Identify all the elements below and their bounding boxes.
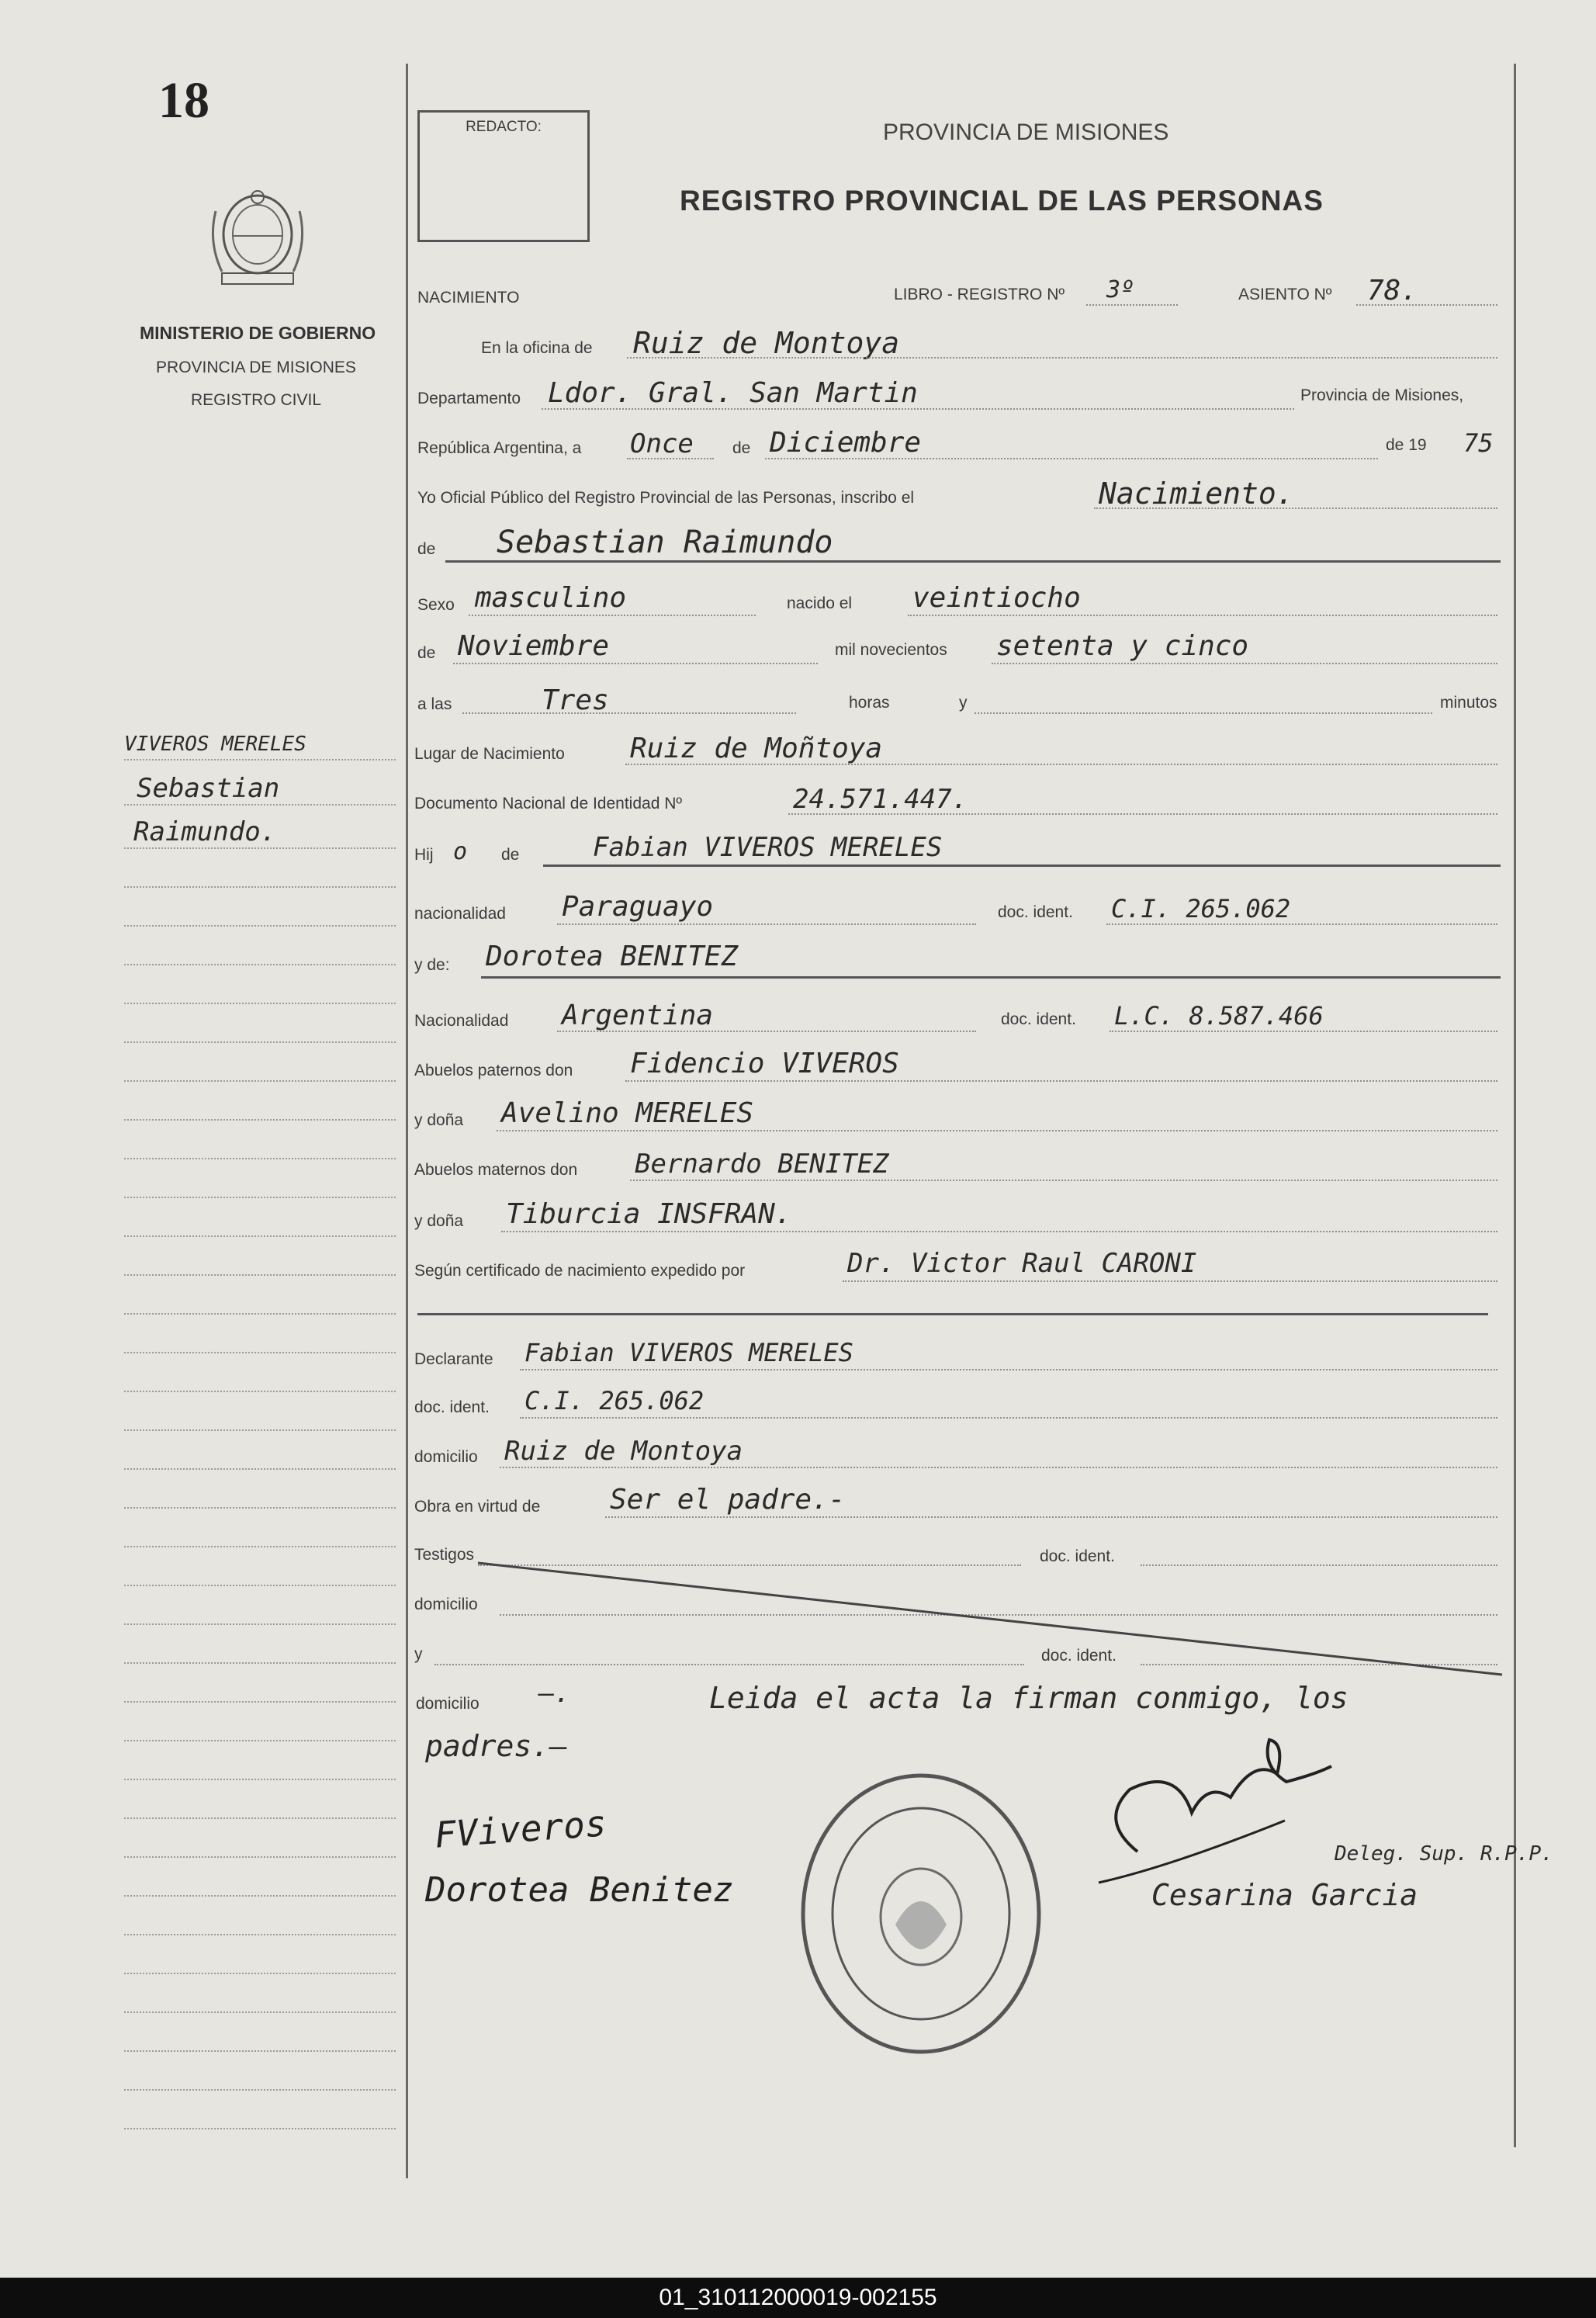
ministry-registry: REGISTRO CIVIL: [190, 391, 322, 409]
hijo-de-label: de: [501, 846, 520, 864]
abuelos-maternos-label: Abuelos maternos don: [414, 1161, 578, 1179]
abuelos-paternos-label: Abuelos paternos don: [414, 1062, 573, 1079]
testigo-1-domicilio-label: domicilio: [414, 1596, 478, 1613]
right-frame-line: [1514, 64, 1516, 2147]
domicilio-dash: —.: [538, 1678, 570, 1709]
redacto-box: [417, 110, 590, 242]
certificado-label: Según certificado de nacimiento expedido por: [414, 1262, 746, 1280]
father-nationality-value: Paraguayo: [562, 891, 714, 923]
mother-nationality-value: Argentina: [562, 1000, 714, 1031]
closing-text-line2: padres.—: [425, 1729, 568, 1763]
paternal-grandmother: Avelino MERELES: [501, 1097, 754, 1129]
father-doc-label: doc. ident.: [998, 903, 1073, 921]
de-label-1: de: [732, 439, 751, 457]
official-name: Cesarina Garcia: [1151, 1878, 1418, 1912]
maternal-grandmother-label: y doña: [414, 1212, 464, 1230]
mil-label: mil novecientos: [835, 641, 947, 659]
mother-label: y de:: [414, 956, 450, 974]
certificado-value: Dr. Victor Raul CARONI: [847, 1248, 1197, 1279]
father-nationality-label: nacionalidad: [414, 905, 506, 923]
province-title: PROVINCIA DE MISIONES: [883, 120, 1169, 145]
oficina-value: Ruiz de Montoya: [633, 326, 900, 360]
obra-value: Ser el padre.-: [610, 1484, 846, 1516]
sexo-label: Sexo: [417, 596, 455, 614]
child-name: Sebastian Raimundo: [497, 525, 833, 560]
year-value: 75: [1463, 428, 1494, 458]
declarante-value: Fabian VIVEROS MERELES: [524, 1338, 853, 1367]
lugar-value: Ruiz de Moñtoya: [630, 733, 883, 764]
mother-nationality-label: Nacionalidad: [414, 1012, 509, 1030]
departamento-label: Departamento: [417, 390, 521, 407]
provincia-label: Provincia de Misiones,: [1300, 386, 1464, 404]
testigo-2-domicilio-label: domicilio: [416, 1695, 479, 1713]
registry-title: REGISTRO PROVINCIAL DE LAS PERSONAS: [680, 185, 1324, 217]
declarante-doc-label: doc. ident.: [414, 1398, 490, 1416]
father-doc-value: C.I. 265.062: [1111, 894, 1291, 923]
domicilio-value: Ruiz de Montoya: [504, 1436, 743, 1467]
obra-label: Obra en virtud de: [414, 1498, 541, 1516]
page-number: 18: [158, 72, 209, 129]
ministry-title: MINISTERIO DE GOBIERNO: [140, 323, 376, 343]
asiento-label: ASIENTO Nº: [1238, 286, 1332, 303]
alas-label: a las: [417, 695, 452, 713]
mother-signature: Dorotea Benitez: [425, 1870, 734, 1910]
nacido-day-value: veintiocho: [912, 582, 1081, 614]
mother-name: Dorotea BENITEZ: [486, 941, 739, 972]
asiento-value: 78.: [1367, 275, 1418, 307]
section-label: NACIMIENTO: [417, 289, 520, 307]
margin-surname: VIVEROS MERELES: [124, 733, 306, 756]
horas-label: horas: [849, 694, 890, 712]
paternal-grandmother-label: y doña: [414, 1111, 464, 1129]
documento-value: 24.571.447.: [793, 784, 968, 815]
republica-label: República Argentina, a: [417, 439, 582, 457]
hijo-suffix: o: [453, 838, 468, 865]
oficial-label: Yo Oficial Público del Registro Provincial de las Personas, inscribo el: [417, 489, 915, 507]
testigo-2-doc-label: doc. ident.: [1041, 1647, 1117, 1665]
hour-value: Tres: [542, 684, 609, 716]
declarante-doc-value: C.I. 265.062: [524, 1386, 705, 1415]
margin-middle-name: Raimundo.: [133, 816, 277, 847]
hijo-label: Hij: [414, 846, 434, 864]
lugar-label: Lugar de Nacimiento: [414, 745, 565, 763]
file-id-bar: 01_310112000019-002155: [0, 2278, 1596, 2318]
documento-label: Documento Nacional de Identidad Nº: [414, 795, 683, 813]
declarante-label: Declarante: [414, 1350, 493, 1368]
de-label-name: de: [417, 540, 436, 558]
horas-y-label: y: [959, 694, 968, 712]
testigos-cancel-line: [478, 1552, 1510, 1684]
testigo-1-doc-label: doc. ident.: [1040, 1547, 1115, 1565]
month-value: Diciembre: [770, 427, 922, 459]
maternal-grandmother: Tiburcia INSFRAN.: [506, 1198, 792, 1230]
testigos-label: Testigos: [414, 1546, 475, 1564]
official-signature: [1083, 1735, 1362, 1898]
day-value: Once: [630, 428, 694, 459]
testigo-2-label: y: [414, 1645, 423, 1663]
ministry-province: PROVINCIA DE MISIONES: [156, 359, 356, 376]
domicilio-label: domicilio: [414, 1448, 478, 1466]
nacido-label: nacido el: [787, 594, 853, 612]
birth-month-value: Noviembre: [458, 630, 610, 662]
libro-label: LIBRO - REGISTRO Nº: [894, 286, 1065, 303]
father-name: Fabian VIVEROS MERELES: [593, 832, 943, 863]
libro-value: 3º: [1106, 276, 1135, 303]
left-frame-line: [406, 64, 408, 2178]
de-label-month: de: [417, 644, 436, 662]
mother-doc-label: doc. ident.: [1001, 1010, 1076, 1028]
acto-value: Nacimiento.: [1099, 476, 1294, 511]
official-seal-icon: [798, 1769, 1044, 2058]
closing-text-line1: Leida el acta la firman conmigo, los: [709, 1681, 1348, 1715]
minutos-label: minutos: [1440, 694, 1497, 712]
maternal-grandfather: Bernardo BENITEZ: [635, 1149, 889, 1180]
year-label: de 19: [1386, 436, 1427, 454]
sexo-value: masculino: [475, 582, 627, 614]
paternal-grandfather: Fidencio VIVEROS: [630, 1048, 899, 1079]
birth-year-words: setenta y cinco: [996, 630, 1249, 662]
departamento-value: Ldor. Gral. San Martin: [548, 377, 918, 409]
father-signature: FViveros: [433, 1802, 608, 1856]
coat-of-arms-icon: [205, 180, 310, 296]
margin-first-name: Sebastian: [137, 773, 280, 804]
mother-doc-value: L.C. 8.587.466: [1114, 1001, 1324, 1031]
redacto-label: REDACTO:: [466, 119, 542, 135]
oficina-label: En la oficina de: [481, 339, 593, 357]
official-title: Deleg. Sup. R.P.P.: [1335, 1842, 1553, 1866]
